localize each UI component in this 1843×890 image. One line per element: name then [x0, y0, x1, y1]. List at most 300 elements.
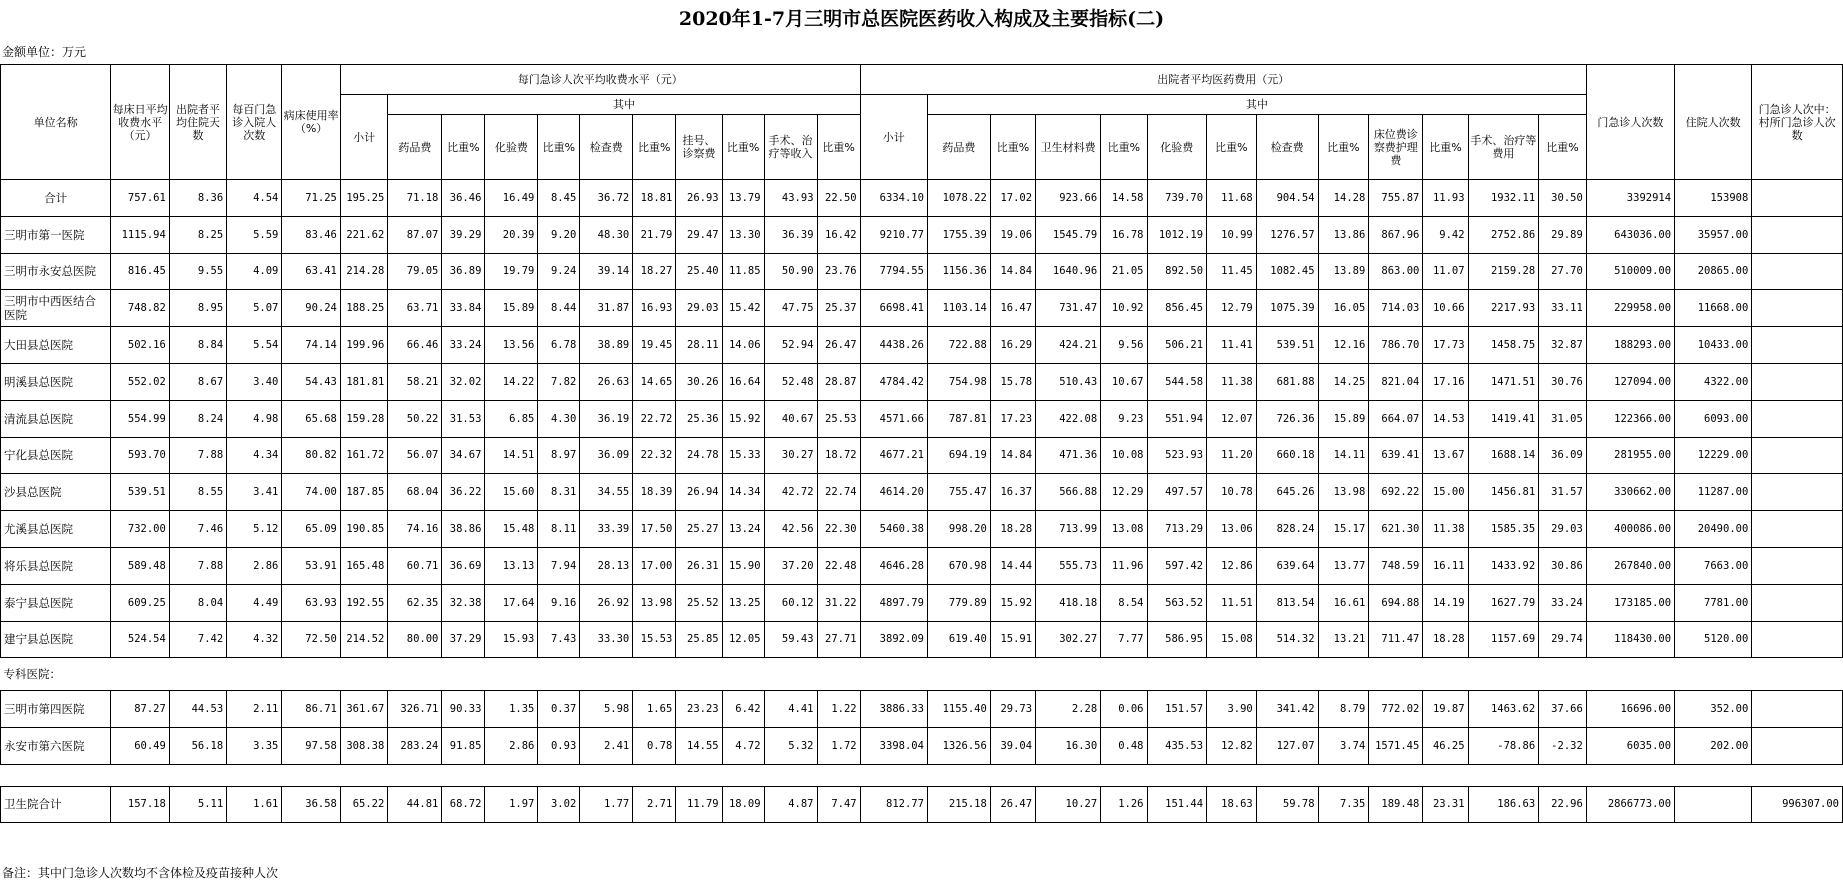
- table-cell: 514.32: [1256, 621, 1318, 658]
- table-cell: 1419.41: [1468, 400, 1539, 437]
- table-cell: 14.84: [990, 437, 1035, 474]
- header-op-exam: 检查费: [580, 115, 633, 180]
- table-cell: 828.24: [1256, 511, 1318, 548]
- table-cell: 173185.00: [1586, 584, 1674, 621]
- table-cell: 597.42: [1147, 547, 1207, 584]
- table-cell: 186.63: [1468, 786, 1539, 822]
- table-cell: 1.72: [817, 728, 860, 765]
- header-ip-among: 其中: [927, 95, 1586, 115]
- table-cell: 1755.39: [927, 216, 990, 253]
- table-cell: 15.91: [990, 621, 1035, 658]
- table-cell: 1585.35: [1468, 511, 1539, 548]
- table-cell: 11287.00: [1675, 474, 1752, 511]
- table-cell: 127094.00: [1586, 363, 1674, 400]
- table-cell: 25.40: [676, 253, 722, 290]
- table-cell: 4.87: [764, 786, 817, 822]
- table-row: [1, 584, 1843, 621]
- table-cell: 181.81: [340, 363, 387, 400]
- table-cell: 1155.40: [927, 691, 990, 728]
- table-cell: 755.87: [1369, 180, 1423, 217]
- table-cell: 17.64: [485, 584, 538, 621]
- table-cell: 5.54: [227, 327, 282, 364]
- table-cell: 12.16: [1318, 327, 1369, 364]
- table-cell: 670.98: [927, 547, 990, 584]
- table-cell: 998.20: [927, 511, 990, 548]
- table-cell: 16696.00: [1586, 691, 1674, 728]
- table-cell: 34.55: [580, 474, 633, 511]
- table-cell: 11.93: [1423, 180, 1468, 217]
- table-cell: 326.71: [388, 691, 442, 728]
- table-cell: 25.36: [676, 400, 722, 437]
- table-cell: 71.25: [282, 180, 340, 217]
- table-cell: 17.50: [633, 511, 676, 548]
- table-cell: 47.75: [764, 290, 817, 327]
- table-cell: 6.78: [538, 327, 580, 364]
- table-cell: 554.99: [111, 400, 169, 437]
- table-cell: 13.98: [633, 584, 676, 621]
- table-cell: 4.32: [227, 621, 282, 658]
- table-cell: 9.23: [1101, 400, 1147, 437]
- table-cell: [1752, 691, 1843, 728]
- table-cell: 72.50: [282, 621, 340, 658]
- table-cell: 157.18: [111, 786, 169, 822]
- table-row: [1, 290, 1843, 327]
- table-row: [1, 728, 1843, 765]
- table-cell: [1752, 547, 1843, 584]
- table-cell: 18.81: [633, 180, 676, 217]
- table-cell: 5.32: [764, 728, 817, 765]
- table-cell: 14.55: [676, 728, 722, 765]
- row-label: 宁化县总医院: [1, 437, 111, 474]
- table-cell: 6698.41: [860, 290, 927, 327]
- table-cell: 7.88: [169, 547, 226, 584]
- table-cell: 16.49: [485, 180, 538, 217]
- table-cell: 4784.42: [860, 363, 927, 400]
- header-outpatient-group: 每门急诊人次平均收费水平（元）: [340, 65, 860, 95]
- table-cell: 330662.00: [1586, 474, 1674, 511]
- table-cell: 0.48: [1101, 728, 1147, 765]
- header-ratio: 比重%: [722, 115, 764, 180]
- table-cell: 552.02: [111, 363, 169, 400]
- table-cell: 6.85: [485, 400, 538, 437]
- table-cell: 59.78: [1256, 786, 1318, 822]
- table-cell: 52.94: [764, 327, 817, 364]
- table-cell: 7794.55: [860, 253, 927, 290]
- table-cell: 29.74: [1539, 621, 1587, 658]
- table-cell: 11.07: [1423, 253, 1468, 290]
- table-cell: 18.09: [722, 786, 764, 822]
- table-cell: 8.36: [169, 180, 226, 217]
- table-cell: 12.79: [1207, 290, 1257, 327]
- table-cell: 20490.00: [1675, 511, 1752, 548]
- table-cell: 4614.20: [860, 474, 927, 511]
- table-cell: 17.23: [990, 400, 1035, 437]
- table-cell: -78.86: [1468, 728, 1539, 765]
- table-cell: 14.11: [1318, 437, 1369, 474]
- table-cell: 14.53: [1423, 400, 1468, 437]
- table-cell: 2.11: [227, 691, 282, 728]
- table-cell: 87.07: [388, 216, 442, 253]
- table-cell: 813.54: [1256, 584, 1318, 621]
- table-cell: 13.77: [1318, 547, 1369, 584]
- table-cell: 36.09: [580, 437, 633, 474]
- table-cell: 18.72: [817, 437, 860, 474]
- table-cell: 7663.00: [1675, 547, 1752, 584]
- table-cell: 19.06: [990, 216, 1035, 253]
- table-cell: 20865.00: [1675, 253, 1752, 290]
- table-cell: 190.85: [340, 511, 387, 548]
- table-cell: 4646.28: [860, 547, 927, 584]
- table-cell: 1082.45: [1256, 253, 1318, 290]
- header-admissions: 住院人次数: [1675, 65, 1752, 180]
- table-cell: 2.86: [485, 728, 538, 765]
- table-cell: 621.30: [1369, 511, 1423, 548]
- table-cell: 1.61: [227, 786, 282, 822]
- table-cell: 192.55: [340, 584, 387, 621]
- table-cell: 122366.00: [1586, 400, 1674, 437]
- table-cell: 20.39: [485, 216, 538, 253]
- table-row: [1, 437, 1843, 474]
- table-cell: 19.79: [485, 253, 538, 290]
- row-label: 沙县总医院: [1, 474, 111, 511]
- header-village: 门急诊人次中：村所门急诊人次数: [1752, 65, 1843, 180]
- table-cell: 37.66: [1539, 691, 1587, 728]
- table-cell: 118430.00: [1586, 621, 1674, 658]
- table-cell: 6093.00: [1675, 400, 1752, 437]
- table-cell: 36.58: [282, 786, 340, 822]
- table-cell: 23.31: [1423, 786, 1468, 822]
- table-cell: 4.54: [227, 180, 282, 217]
- table-cell: 32.87: [1539, 327, 1587, 364]
- table-cell: 713.99: [1036, 511, 1101, 548]
- table-cell: 31.87: [580, 290, 633, 327]
- table-cell: 4.72: [722, 728, 764, 765]
- table-cell: 7781.00: [1675, 584, 1752, 621]
- table-cell: 996307.00: [1752, 786, 1843, 822]
- table-row: [1, 327, 1843, 364]
- table-cell: 8.25: [169, 216, 226, 253]
- table-cell: 29.03: [1539, 511, 1587, 548]
- table-cell: 15.92: [990, 584, 1035, 621]
- table-row: [1, 786, 1843, 822]
- table-cell: 726.36: [1256, 400, 1318, 437]
- table-cell: 161.72: [340, 437, 387, 474]
- row-label: 卫生院合计: [1, 786, 111, 822]
- table-cell: 21.79: [633, 216, 676, 253]
- table-cell: 551.94: [1147, 400, 1207, 437]
- table-cell: 9.24: [538, 253, 580, 290]
- header-ip-subtotal: 小计: [860, 95, 927, 180]
- table-cell: 12.05: [722, 621, 764, 658]
- table-cell: 1.77: [580, 786, 633, 822]
- table-cell: 33.24: [1539, 584, 1587, 621]
- table-cell: 40.67: [764, 400, 817, 437]
- table-cell: 510.43: [1036, 363, 1101, 400]
- header-stay-days: 出院者平均住院天数: [169, 65, 226, 180]
- table-cell: 83.46: [282, 216, 340, 253]
- table-cell: 8.11: [538, 511, 580, 548]
- header-inpatient-group: 出院者平均医药费用（元）: [860, 65, 1586, 95]
- table-cell: 13.56: [485, 327, 538, 364]
- table-cell: 19.45: [633, 327, 676, 364]
- table-cell: 3.74: [1318, 728, 1369, 765]
- table-cell: 68.04: [388, 474, 442, 511]
- table-cell: 7.77: [1101, 621, 1147, 658]
- table-cell: 1.35: [485, 691, 538, 728]
- table-cell: 639.64: [1256, 547, 1318, 584]
- table-cell: 26.47: [817, 327, 860, 364]
- table-cell: 779.89: [927, 584, 990, 621]
- table-cell: 79.05: [388, 253, 442, 290]
- table-cell: 2.41: [580, 728, 633, 765]
- table-cell: 17.73: [1423, 327, 1468, 364]
- table-cell: 36.89: [442, 253, 485, 290]
- table-cell: 63.71: [388, 290, 442, 327]
- section-label: 专科医院：: [1, 658, 1843, 691]
- table-cell: 11.20: [1207, 437, 1257, 474]
- table-cell: 1012.19: [1147, 216, 1207, 253]
- table-cell: 13.86: [1318, 216, 1369, 253]
- table-cell: 13.24: [722, 511, 764, 548]
- table-cell: 52.48: [764, 363, 817, 400]
- table-cell: 16.11: [1423, 547, 1468, 584]
- table-cell: 4.09: [227, 253, 282, 290]
- table-cell: 14.65: [633, 363, 676, 400]
- header-op-surgery: 手术、治疗等收入: [764, 115, 817, 180]
- table-cell: 664.07: [1369, 400, 1423, 437]
- table-cell: 29.89: [1539, 216, 1587, 253]
- table-cell: 7.35: [1318, 786, 1369, 822]
- table-cell: 5.11: [169, 786, 226, 822]
- table-cell: 10433.00: [1675, 327, 1752, 364]
- table-cell: 22.30: [817, 511, 860, 548]
- table-cell: 8.24: [169, 400, 226, 437]
- table-cell: 586.95: [1147, 621, 1207, 658]
- table-cell: 13.13: [485, 547, 538, 584]
- table-cell: 214.28: [340, 253, 387, 290]
- table-cell: 18.28: [1423, 621, 1468, 658]
- table-cell: 4322.00: [1675, 363, 1752, 400]
- table-cell: [1752, 584, 1843, 621]
- table-cell: 74.00: [282, 474, 340, 511]
- table-cell: [1752, 253, 1843, 290]
- table-cell: 748.82: [111, 290, 169, 327]
- table-row: [1, 363, 1843, 400]
- table-cell: 8.79: [1318, 691, 1369, 728]
- table-cell: 12.07: [1207, 400, 1257, 437]
- table-cell: 361.67: [340, 691, 387, 728]
- header-ratio: 比重%: [633, 115, 676, 180]
- table-cell: 692.22: [1369, 474, 1423, 511]
- table-cell: [1752, 474, 1843, 511]
- table-cell: 56.07: [388, 437, 442, 474]
- table-cell: 6035.00: [1586, 728, 1674, 765]
- table-cell: 660.18: [1256, 437, 1318, 474]
- table-cell: 732.00: [111, 511, 169, 548]
- table-cell: 15.08: [1207, 621, 1257, 658]
- table-cell: 16.05: [1318, 290, 1369, 327]
- table-cell: 13.08: [1101, 511, 1147, 548]
- table-cell: 593.70: [111, 437, 169, 474]
- table-cell: 1640.96: [1036, 253, 1101, 290]
- table-cell: 13.79: [722, 180, 764, 217]
- header-op-lab: 化验费: [485, 115, 538, 180]
- table-cell: 36.46: [442, 180, 485, 217]
- header-op-subtotal: 小计: [340, 95, 387, 180]
- table-cell: 14.84: [990, 253, 1035, 290]
- table-cell: 97.58: [282, 728, 340, 765]
- table-cell: 544.58: [1147, 363, 1207, 400]
- table-cell: 11668.00: [1675, 290, 1752, 327]
- table-cell: 539.51: [111, 474, 169, 511]
- table-cell: 60.12: [764, 584, 817, 621]
- table-cell: 7.94: [538, 547, 580, 584]
- table-cell: 10.78: [1207, 474, 1257, 511]
- table-cell: 435.53: [1147, 728, 1207, 765]
- table-cell: 506.21: [1147, 327, 1207, 364]
- table-cell: 27.70: [1539, 253, 1587, 290]
- table-cell: 3.41: [227, 474, 282, 511]
- table-cell: 15.17: [1318, 511, 1369, 548]
- row-label: 建宁县总医院: [1, 621, 111, 658]
- table-cell: 71.18: [388, 180, 442, 217]
- table-cell: 14.51: [485, 437, 538, 474]
- table-cell: 1103.14: [927, 290, 990, 327]
- header-ip-drug: 药品费: [927, 115, 990, 180]
- table-cell: 283.24: [388, 728, 442, 765]
- table-cell: 856.45: [1147, 290, 1207, 327]
- table-cell: 302.27: [1036, 621, 1101, 658]
- table-cell: 33.84: [442, 290, 485, 327]
- table-cell: 4.49: [227, 584, 282, 621]
- table-cell: 14.06: [722, 327, 764, 364]
- table-cell: 13.98: [1318, 474, 1369, 511]
- table-cell: 74.16: [388, 511, 442, 548]
- table-cell: 400086.00: [1586, 511, 1674, 548]
- table-cell: 539.51: [1256, 327, 1318, 364]
- table-cell: 3886.33: [860, 691, 927, 728]
- table-cell: 86.71: [282, 691, 340, 728]
- table-cell: 16.37: [990, 474, 1035, 511]
- table-cell: 904.54: [1256, 180, 1318, 217]
- table-cell: 91.85: [442, 728, 485, 765]
- table-cell: 755.47: [927, 474, 990, 511]
- table-cell: 757.61: [111, 180, 169, 217]
- table-cell: 9.42: [1423, 216, 1468, 253]
- table-cell: 50.22: [388, 400, 442, 437]
- table-cell: 11.79: [676, 786, 722, 822]
- table-cell: 4.41: [764, 691, 817, 728]
- table-row: [1, 621, 1843, 658]
- table-cell: 1.22: [817, 691, 860, 728]
- table-cell: 28.13: [580, 547, 633, 584]
- table-cell: 43.93: [764, 180, 817, 217]
- row-label: 尤溪县总医院: [1, 511, 111, 548]
- table-cell: 50.90: [764, 253, 817, 290]
- table-cell: 60.71: [388, 547, 442, 584]
- table-cell: 13.06: [1207, 511, 1257, 548]
- table-cell: 25.53: [817, 400, 860, 437]
- row-label: 三明市第四医院: [1, 691, 111, 728]
- table-cell: 80.82: [282, 437, 340, 474]
- table-cell: 26.92: [580, 584, 633, 621]
- table-cell: 11.51: [1207, 584, 1257, 621]
- table-cell: 188293.00: [1586, 327, 1674, 364]
- table-cell: 30.86: [1539, 547, 1587, 584]
- table-cell: 9.55: [169, 253, 226, 290]
- table-cell: 59.43: [764, 621, 817, 658]
- table-cell: 2752.86: [1468, 216, 1539, 253]
- header-ratio: 比重%: [1423, 115, 1468, 180]
- table-cell: 10.66: [1423, 290, 1468, 327]
- unit-label: 金额单位：万元: [2, 45, 87, 59]
- table-cell: 44.81: [388, 786, 442, 822]
- table-cell: 215.18: [927, 786, 990, 822]
- table-cell: 15.92: [722, 400, 764, 437]
- table-cell: 14.25: [1318, 363, 1369, 400]
- table-cell: 18.39: [633, 474, 676, 511]
- table-row: [1, 691, 1843, 728]
- table-cell: 566.88: [1036, 474, 1101, 511]
- table-cell: 3398.04: [860, 728, 927, 765]
- table-cell: 15.42: [722, 290, 764, 327]
- table-cell: 21.05: [1101, 253, 1147, 290]
- table-cell: 37.20: [764, 547, 817, 584]
- row-label: 大田县总医院: [1, 327, 111, 364]
- table-cell: 127.07: [1256, 728, 1318, 765]
- table-cell: 13.21: [1318, 621, 1369, 658]
- table-cell: 4.34: [227, 437, 282, 474]
- header-op-registration: 挂号、诊察费: [676, 115, 722, 180]
- table-cell: 2866773.00: [1586, 786, 1674, 822]
- header-visits: 门急诊人次数: [1586, 65, 1674, 180]
- row-label: 明溪县总医院: [1, 363, 111, 400]
- table-cell: 29.73: [990, 691, 1035, 728]
- table-cell: 16.29: [990, 327, 1035, 364]
- table-cell: 1471.51: [1468, 363, 1539, 400]
- table-cell: 4677.21: [860, 437, 927, 474]
- table-cell: 1157.69: [1468, 621, 1539, 658]
- table-cell: 9.16: [538, 584, 580, 621]
- table-cell: 3.40: [227, 363, 282, 400]
- table-cell: 15.00: [1423, 474, 1468, 511]
- table-cell: 22.32: [633, 437, 676, 474]
- table-cell: 153908: [1675, 180, 1752, 217]
- table-cell: 63.41: [282, 253, 340, 290]
- row-label: 三明市第一医院: [1, 216, 111, 253]
- table-cell: 25.52: [676, 584, 722, 621]
- table-cell: 812.77: [860, 786, 927, 822]
- table-cell: 4.98: [227, 400, 282, 437]
- table-cell: 892.50: [1147, 253, 1207, 290]
- table-cell: 33.24: [442, 327, 485, 364]
- table-cell: 36.22: [442, 474, 485, 511]
- table-cell: 1115.94: [111, 216, 169, 253]
- table-cell: 13.67: [1423, 437, 1468, 474]
- header-op-drug: 药品费: [388, 115, 442, 180]
- table-cell: 159.28: [340, 400, 387, 437]
- table-cell: 418.18: [1036, 584, 1101, 621]
- header-ratio: 比重%: [538, 115, 580, 180]
- header-ratio: 比重%: [1539, 115, 1587, 180]
- section-row: [1, 658, 1843, 691]
- table-cell: 151.57: [1147, 691, 1207, 728]
- table-cell: 352.00: [1675, 691, 1752, 728]
- table-cell: 38.86: [442, 511, 485, 548]
- table-cell: 13.25: [722, 584, 764, 621]
- table-cell: 29.03: [676, 290, 722, 327]
- table-cell: 26.47: [990, 786, 1035, 822]
